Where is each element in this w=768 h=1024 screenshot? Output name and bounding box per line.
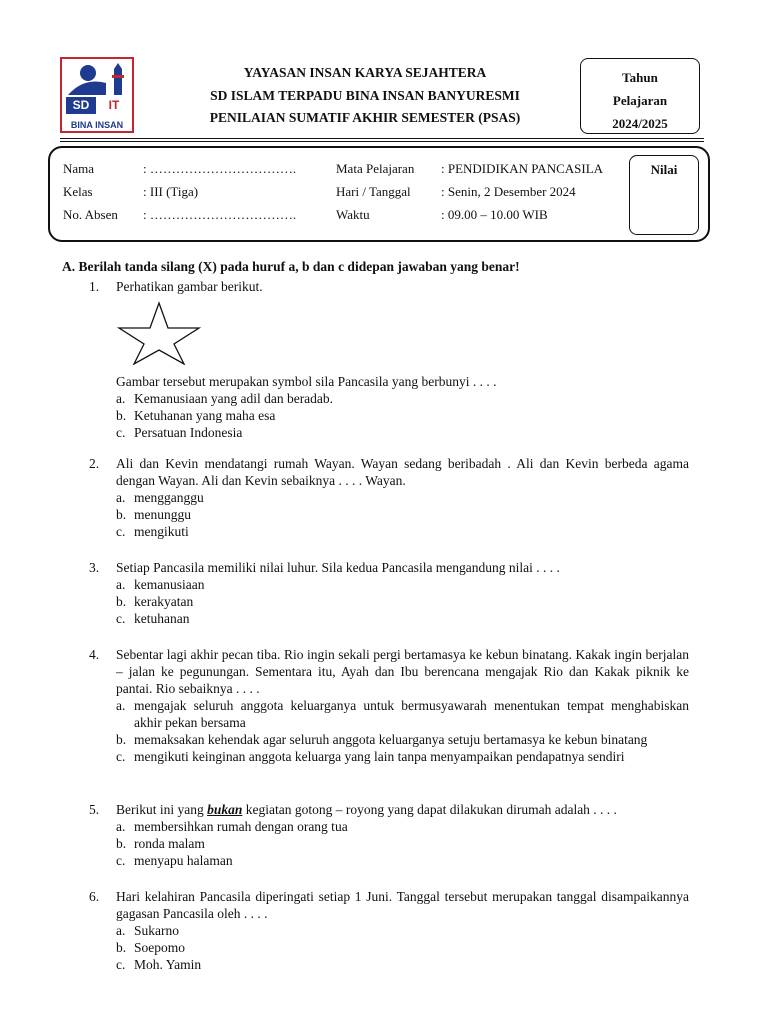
option-b[interactable]: [116, 506, 689, 523]
star-icon: [116, 301, 206, 365]
logo-it-text: IT: [108, 98, 120, 112]
question-text: Gambar tersebut merupakan symbol sila Pancasila yang berbunyi . . . .: [116, 374, 497, 389]
question-number: 5.: [89, 802, 100, 817]
option-a[interactable]: [116, 697, 689, 731]
option-letter: b.: [116, 594, 127, 609]
option-letter: c.: [116, 749, 126, 764]
option-text: mengajak seluruh anggota keluarganya untuk bermusyawarah menentukan tempat menghabiskan akhir pekan bersama: [134, 698, 689, 730]
foundation-title: YAYASAN INSAN KARYA SEJAHTERA: [243, 65, 487, 80]
option-letter: c.: [116, 524, 126, 539]
option-letter: b.: [116, 732, 127, 747]
info-label-waktu: Waktu: [336, 207, 370, 222]
option-c[interactable]: [116, 852, 689, 869]
info-label-kelas: Kelas: [63, 184, 93, 199]
exam-title: PENILAIAN SUMATIF AKHIR SEMESTER (PSAS): [209, 110, 521, 125]
question-text: Hari kelahiran Pancasila diperingati setiap 1 Juni. Tanggal tersebut merupakan tanggal disampaikannya gagasan Pancasila oleh . . . .: [116, 889, 689, 921]
question-4: [89, 646, 689, 765]
question-6: [89, 888, 689, 973]
option-letter: b.: [116, 836, 127, 851]
option-b[interactable]: [116, 731, 689, 748]
option-letter: a.: [116, 819, 126, 834]
option-letter: b.: [116, 940, 127, 955]
option-letter: a.: [116, 923, 126, 938]
question-emphasis: bukan: [207, 802, 243, 817]
option-letter: a.: [116, 490, 126, 505]
question-text: Sebentar lagi akhir pecan tiba. Rio ingin sekali pergi bertamasya ke kebun binatang. Kakak ingin berjalan – jalan ke pegunungan. Sementara itu, Ayah dan Ibu berencana mengajak Rio dan Kakak piknik ke pantai. Rio sebaiknya . . . .: [116, 647, 689, 696]
option-text: mengikuti: [134, 524, 189, 539]
option-text: Soepomo: [134, 940, 186, 955]
option-letter: c.: [116, 611, 126, 626]
info-value-mapel: : PENDIDIKAN PANCASILA: [441, 161, 604, 176]
option-b[interactable]: [116, 835, 689, 852]
option-text: Kemanusiaan yang adil dan beradab.: [134, 391, 334, 406]
question-text: [116, 801, 689, 818]
option-b[interactable]: [116, 939, 689, 956]
question-number: 3.: [89, 560, 100, 575]
option-c[interactable]: [116, 748, 689, 765]
option-letter: b.: [116, 408, 127, 423]
info-value-kelas: : III (Tiga): [143, 184, 199, 199]
option-text: Persatuan Indonesia: [134, 425, 243, 440]
option-text: Moh. Yamin: [134, 957, 202, 972]
question-3: [89, 559, 689, 627]
question-number: 6.: [89, 889, 100, 904]
academic-year-box: [580, 58, 700, 134]
option-c[interactable]: [116, 610, 689, 627]
info-value-absen[interactable]: : …………………………….: [143, 207, 297, 222]
option-a[interactable]: [116, 922, 689, 939]
question-1: [89, 278, 689, 441]
score-label: Nilai: [650, 162, 678, 177]
year-box-line-1: Tahun: [622, 70, 658, 85]
logo-school-name: BINA INSAN: [70, 120, 124, 130]
option-letter: c.: [116, 957, 126, 972]
section-a-instruction: A. Berilah tanda silang (X) pada huruf a, b dan c didepan jawaban yang benar!: [62, 259, 520, 274]
option-text: mengikuti keinginan anggota keluarga yang lain tanpa menyampaikan pendapatnya sendiri: [134, 749, 625, 764]
question-intro: Perhatikan gambar berikut.: [116, 279, 263, 294]
question-2: [89, 455, 689, 540]
option-b[interactable]: [116, 407, 689, 424]
info-label-nama: Nama: [63, 161, 95, 176]
question-number: 1.: [89, 279, 100, 294]
year-box-line-3: 2024/2025: [612, 116, 668, 131]
option-text: memaksakan kehendak agar seluruh anggota keluarganya setuju bertamasya ke kebun binatang: [134, 732, 648, 747]
option-b[interactable]: [116, 593, 689, 610]
info-label-tanggal: Hari / Tanggal: [336, 184, 411, 199]
option-text: kerakyatan: [134, 594, 194, 609]
option-letter: a.: [116, 391, 126, 406]
question-text: Ali dan Kevin mendatangi rumah Wayan. Wayan sedang beribadah . Ali dan Kevin berbeda agama dengan Wayan. Ali dan Kevin sebaiknya . . . . Wayan.: [116, 456, 689, 488]
option-a[interactable]: [116, 576, 689, 593]
option-text: ketuhanan: [134, 611, 190, 626]
school-title: SD ISLAM TERPADU BINA INSAN BANYURESMI: [210, 88, 520, 103]
info-label-mapel: Mata Pelajaran: [336, 161, 415, 176]
info-value-waktu: : 09.00 – 10.00 WIB: [441, 207, 548, 222]
option-c[interactable]: [116, 424, 689, 441]
option-a[interactable]: [116, 818, 689, 835]
question-number: 2.: [89, 456, 100, 471]
option-letter: a.: [116, 698, 126, 713]
info-label-absen: No. Absen: [63, 207, 118, 222]
option-text: ronda malam: [134, 836, 205, 851]
option-letter: c.: [116, 425, 126, 440]
option-text: Sukarno: [134, 923, 179, 938]
option-c[interactable]: [116, 523, 689, 540]
year-box-line-2: Pelajaran: [612, 93, 668, 108]
option-text: kemanusiaan: [134, 577, 205, 592]
option-c[interactable]: [116, 956, 689, 973]
star-figure: [116, 301, 689, 365]
question-5: [89, 801, 689, 869]
info-value-nama[interactable]: : …………………………….: [143, 161, 297, 176]
question-text-after: kegiatan gotong – royong yang dapat dilakukan dirumah adalah . . . .: [242, 802, 617, 817]
option-text: mengganggu: [134, 490, 204, 505]
option-letter: c.: [116, 853, 126, 868]
question-number: 4.: [89, 647, 100, 662]
question-text-before: Berikut ini yang: [116, 802, 208, 817]
score-box: [629, 155, 699, 235]
option-letter: a.: [116, 577, 126, 592]
option-text: menyapu halaman: [134, 853, 233, 868]
option-text: Ketuhanan yang maha esa: [134, 408, 276, 423]
option-text: menunggu: [134, 507, 191, 522]
question-text: Setiap Pancasila memiliki nilai luhur. Sila kedua Pancasila mengandung nilai . . . .: [116, 560, 560, 575]
logo-sd-badge: SD: [66, 97, 96, 114]
header-divider-top: [60, 138, 704, 139]
header-divider-bottom: [60, 141, 704, 142]
info-value-tanggal: : Senin, 2 Desember 2024: [441, 184, 576, 199]
option-letter: b.: [116, 507, 127, 522]
option-a[interactable]: [116, 489, 689, 506]
school-logo: [60, 57, 134, 133]
option-a[interactable]: [116, 390, 689, 407]
option-text: membersihkan rumah dengan orang tua: [134, 819, 348, 834]
